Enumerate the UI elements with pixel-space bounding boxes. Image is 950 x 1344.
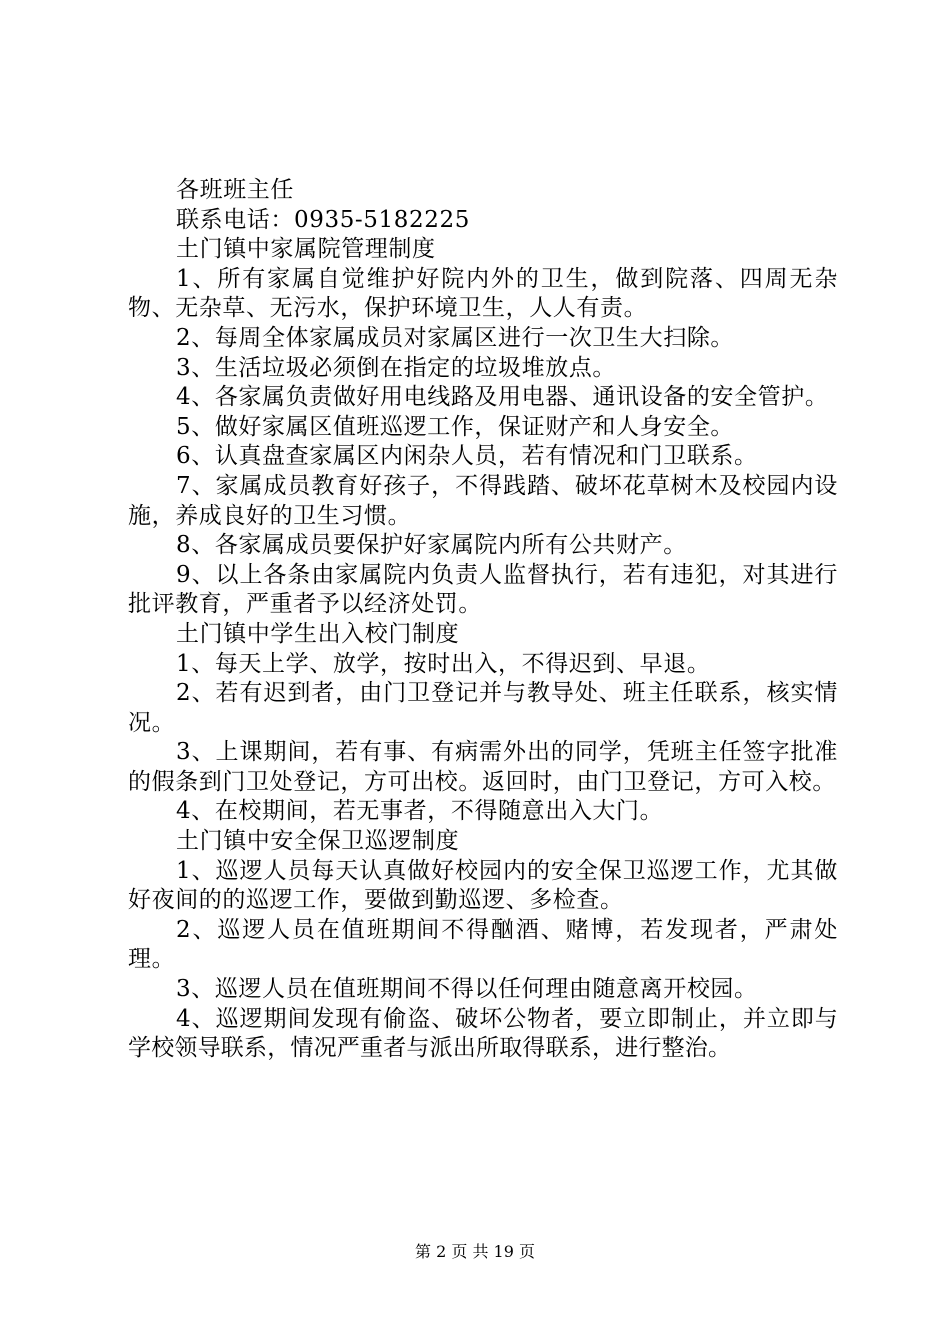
rule-paragraph: 2、每周全体家属成员对家属区进行一次卫生大扫除。 <box>176 324 735 351</box>
contact-phone-line: 联系电话：0935-5182225 <box>176 206 470 233</box>
rule-paragraph: 2、若有迟到者，由门卫登记并与教导处、班主任联系，核实情况。 <box>128 680 838 736</box>
rule-paragraph: 1、每天上学、放学，按时出入，不得迟到、早退。 <box>176 650 711 677</box>
rule-paragraph: 4、各家属负责做好用电线路及用电器、通讯设备的安全管护。 <box>176 384 829 411</box>
rule-paragraph: 3、巡逻人员在值班期间不得以任何理由随意离开校园。 <box>176 976 758 1003</box>
rule-paragraph: 9、以上各条由家属院内负责人监督执行，若有违犯，对其进行批评教育，严重者予以经济处罚。 <box>128 561 838 618</box>
rule-paragraph: 7、家属成员教育好孩子，不得践踏、破坏花草树木及校园内设施，养成良好的卫生习惯。 <box>128 472 838 529</box>
section-title-security-patrol: 土门镇中安全保卫巡逻制度 <box>176 828 460 855</box>
section-title-student-gate: 土门镇中学生出入校门制度 <box>176 620 460 647</box>
rule-paragraph: 6、认真盘查家属区内闲杂人员，若有情况和门卫联系。 <box>176 443 758 470</box>
rule-paragraph: 3、上课期间，若有事、有病需外出的同学，凭班主任签字批准的假条到门卫处登记，方可出校。返回时，由门卫登记，方可入校。 <box>128 739 838 795</box>
rule-paragraph: 2、巡逻人员在值班期间不得酗酒、赌博，若发现者，严肃处理。 <box>128 916 838 973</box>
rule-paragraph: 8、各家属成员要保护好家属院内所有公共财产。 <box>176 532 687 559</box>
rule-paragraph: 1、巡逻人员每天认真做好校园内的安全保卫巡逻工作，尤其做好夜间的的巡逻工作，要做到勤巡逻、多检查。 <box>128 857 838 914</box>
recipient-line: 各班班主任 <box>176 177 294 203</box>
rule-paragraph: 4、在校期间，若无事者，不得随意出入大门。 <box>176 798 664 825</box>
rule-paragraph: 5、做好家属区值班巡逻工作，保证财产和人身安全。 <box>176 413 735 440</box>
rule-paragraph: 3、生活垃圾必须倒在指定的垃圾堆放点。 <box>176 354 617 381</box>
document-body <box>128 176 838 1064</box>
section-title-family-compound: 土门镇中家属院管理制度 <box>176 236 436 263</box>
rule-paragraph: 1、所有家属自觉维护好院内外的卫生，做到院落、四周无杂物、无杂草、无污水，保护环境卫生，人人有责。 <box>128 265 838 322</box>
rule-paragraph: 4、巡逻期间发现有偷盗、破坏公物者，要立即制止，并立即与学校领导联系，情况严重者与派出所取得联系，进行整治。 <box>128 1005 838 1062</box>
page-number-footer: 第 2 页 共 19 页 <box>415 1242 535 1261</box>
